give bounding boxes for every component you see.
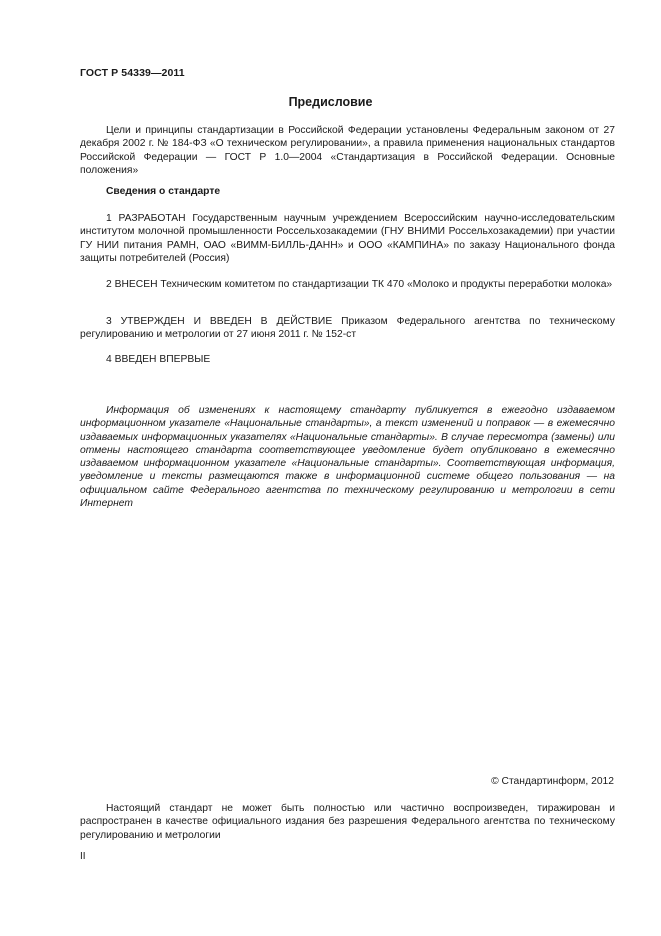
item-first-introduced: 4 ВВЕДЕН ВПЕРВЫЕ	[106, 354, 211, 365]
item-approved: 3 УТВЕРЖДЕН И ВВЕДЕН В ДЕЙСТВИЕ Приказом Федерального агентства по техническому регулированию и метрологии от 27 июня 2011 г. № 152-ст	[80, 316, 615, 341]
copyright: © Стандартинформ, 2012	[491, 776, 614, 787]
section-heading: Сведения о стандарте	[106, 186, 221, 197]
item-introduced: 2 ВНЕСЕН Техническим комитетом по стандартизации ТК 470 «Молоко и продукты переработки молока»	[106, 279, 613, 290]
page-title: Предисловие	[288, 95, 373, 109]
intro-paragraph: Цели и принципы стандартизации в Российской Федерации установлены Федеральным законом от 27 декабря 2002 г. № 184-ФЗ «О техническом регулировании», а правила применения национальных стандартов Российской Федерации — ГОСТ Р 1.0—2004 «Стандартизация в Российской Федерации. Основные положения»	[80, 125, 615, 176]
page-number: II	[80, 851, 86, 862]
info-notice: Информация об изменениях к настоящему стандарту публикуется в ежегодно издаваемом информационном указателе «Национальные стандарты», а текст изменений и поправок — в ежемесячно издаваемых информационных указателях «Национальные стандарты». В случае пересмотра (замены) или отмены настоящего стандарта соответствующее уведомление будет опубликовано в ежемесячно издаваемом информационном указателе «Национальные стандарты». Соответствующая информация, уведомление и тексты размещаются также в информационной системе общего пользования — на официальном сайте Федерального агентства по техническому регулированию и метрологии в сети Интернет	[80, 405, 615, 510]
item-developed: 1 РАЗРАБОТАН Государственным научным учреждением Всероссийским научно-исследовательским институтом молочной промышленности Россельхозакадемии (ГНУ ВНИМИ Россельхозакадемии) при участии ГУ НИИ питания РАМН, ОАО «ВИММ-БИЛЛЬ-ДАНН» и ООО «КАМПИНА» по заказу Национального фонда защиты потребителей (Россия)	[80, 213, 615, 264]
document-code: ГОСТ Р 54339—2011	[80, 67, 185, 79]
reproduction-notice: Настоящий стандарт не может быть полностью или частично воспроизведен, тиражирован и распространен в качестве официального издания без разрешения Федерального агентства по техническому регулированию и метрологии	[80, 803, 615, 841]
